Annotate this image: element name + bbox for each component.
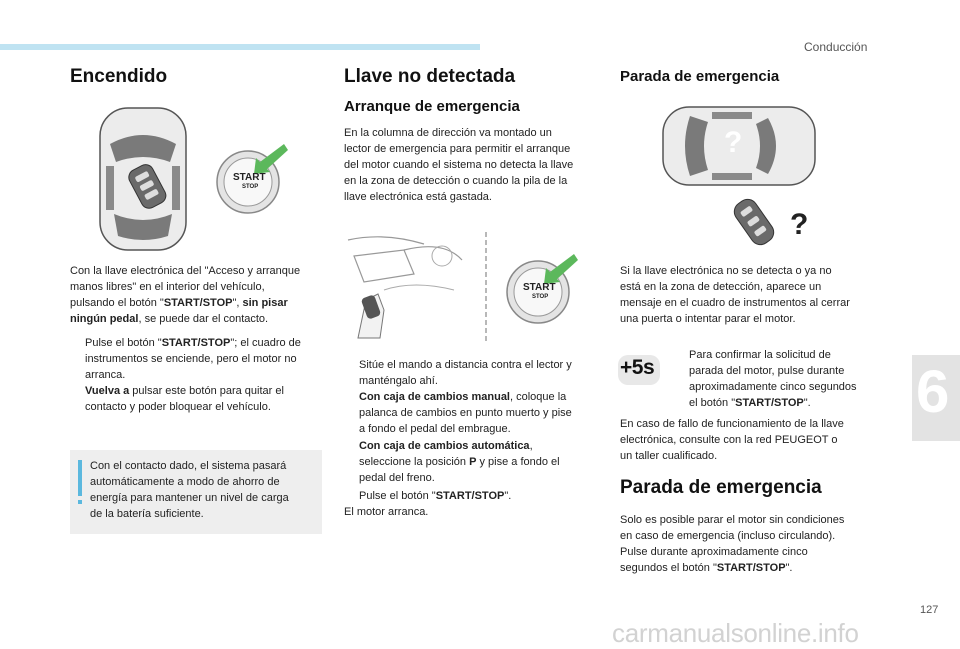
fallo-text: En caso de fallo de funcionamiento de la llave electrónica, consulte con la red PEUGEOT o un taller cualificado. — [620, 418, 844, 462]
engine-starts-text: El motor arranca. — [344, 506, 429, 518]
info-note — [70, 450, 322, 534]
header-color-bar — [0, 44, 480, 50]
encendido-intro: Con la llave electrónica del "Acceso y arranque manos libres" en el interior del vehículo, pulsando el botón "START/STOP", sin pisar ningún pedal, se puede dar el contacto. — [70, 265, 301, 325]
chapter-tab — [912, 355, 960, 441]
subtitle-parada-emergencia: Parada de emergencia — [620, 68, 780, 85]
steering-column-illustration — [344, 230, 490, 344]
bullet-item: Con caja de cambios automática, seleccione la posición P y pise a fondo el pedal del freno. — [359, 440, 560, 484]
page-number: 127 — [920, 604, 939, 616]
arranque-intro: En la columna de dirección va montado un lector de emergencia para permitir el arranque del motor cuando el sistema no detecta la llave en la zona de detección o cuando la pila de la llave electrónica está gastada. — [344, 127, 574, 203]
start-label: START — [523, 282, 556, 293]
title-parada-emergencia: Parada de emergencia — [620, 477, 822, 498]
bullet-item: Para confirmar la solicitud de parada del motor, pulse durante aproximadamente cinco segundos el botón "START/STOP". — [689, 349, 857, 409]
title-llave-no-detectada: Llave no detectada — [344, 66, 516, 87]
parada-intro: Si la llave electrónica no se detecta o ya no está en la zona de detección, aparece un mensaje en el cuadro de instrumentos al cerrar una puerta o intentar parar el motor. — [620, 265, 850, 325]
info-icon-bar — [78, 460, 82, 496]
subtitle-arranque-emergencia: Arranque de emergencia — [344, 98, 520, 115]
bullet-item: Pulse el botón "START/STOP". — [359, 490, 512, 502]
start-label: START — [233, 172, 266, 183]
section-label: Conducción — [804, 40, 868, 54]
bullet-item: Con caja de cambios manual, coloque la palanca de cambios en punto muerto y pise a fondo el pedal del embrague. — [359, 391, 572, 435]
bullet-item: Pulse el botón "START/STOP"; el cuadro de instrumentos se enciende, pero el motor no arranca. — [85, 337, 301, 381]
title-encendido: Encendido — [70, 66, 168, 87]
question-mark: ? — [790, 208, 809, 241]
parada-final-text: Solo es posible parar el motor sin condiciones en caso de emergencia (incluso circulando). Pulse durante aproximadamente cinco segundos el botón "START/STOP". — [620, 514, 845, 574]
key-fob-icon — [728, 194, 784, 250]
chapter-number: 6 — [916, 358, 950, 425]
car-with-key-illustration — [96, 104, 190, 254]
info-note-text: Con el contacto dado, el sistema pasará automáticamente a modo de ahorro de energía para mantener un nivel de carga de la batería suficiente. — [90, 460, 289, 520]
watermark: carmanualsonline.info — [612, 618, 859, 648]
stop-label: STOP — [532, 294, 549, 300]
question-mark: ? — [724, 126, 743, 159]
bullet-item: Vuelva a pulsar este botón para quitar el contacto y poder bloquear el vehículo. — [85, 385, 284, 413]
stop-label: STOP — [242, 184, 259, 190]
bullet-item: Sitúe el mando a distancia contra el lector y manténgalo ahí. — [359, 359, 572, 387]
info-icon-dot — [78, 500, 82, 504]
five-seconds-label: +5s — [620, 356, 655, 379]
